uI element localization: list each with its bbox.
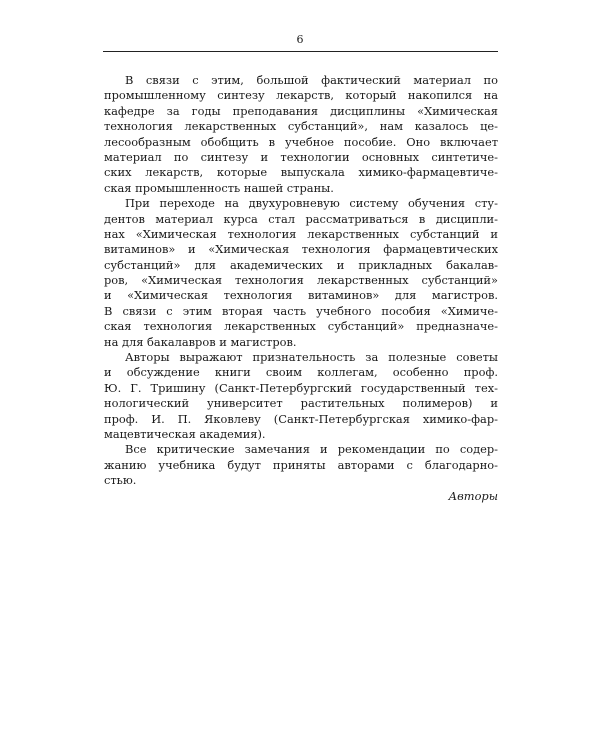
text-line: субстанций» для академических и прикладных бакалав-	[104, 257, 498, 272]
text-line: лесообразным обобщить в учебное пособие. Оно включает	[104, 134, 498, 149]
text-line: и обсуждение книги своим коллегам, особенно проф.	[104, 365, 498, 380]
text-line: Ю. Г. Тришину (Санкт-Петербургский государственный тех-	[104, 380, 498, 395]
paragraph-1	[104, 73, 498, 196]
header-rule	[103, 51, 498, 52]
text-line: нах «Химическая технология лекарственных субстанций и	[104, 226, 498, 241]
text-line: стью.	[104, 473, 137, 488]
text-line: В связи с этим вторая часть учебного пособия «Химиче-	[104, 303, 498, 318]
text-line: дентов материал курса стал рассматриваться в дисципли-	[104, 211, 498, 226]
text-line: проф. И. П. Яковлеву (Санкт-Петербургская химико-фар-	[104, 411, 498, 426]
body-text	[104, 73, 498, 504]
text-line: Авторы выражают признательность за полезные советы	[125, 350, 498, 365]
text-line: мацевтическая академия).	[104, 426, 266, 441]
paragraph-3	[104, 350, 498, 442]
text-line: ских лекарств, которые выпускала химико-фармацевтиче-	[104, 165, 498, 180]
text-line: промышленному синтезу лекарств, который накопился на	[104, 88, 498, 103]
text-line: ров, «Химическая технология лекарственных субстанций»	[104, 273, 498, 288]
text-line: В связи с этим, большой фактический материал по	[125, 73, 498, 87]
text-line: технология лекарственных субстанций», нам казалось це-	[104, 119, 498, 134]
text-line: жанию учебника будут приняты авторами с благодарно-	[104, 457, 498, 472]
page-number: 6	[296, 33, 304, 46]
text-line: кафедре за годы преподавания дисциплины «Химическая	[104, 103, 498, 118]
paragraph-4	[104, 442, 498, 488]
text-line: витаминов» и «Химическая технология фармацевтических	[104, 242, 498, 257]
authors-signature: Авторы	[448, 488, 498, 503]
text-line: Все критические замечания и рекомендации по содер-	[125, 442, 498, 457]
text-line: материал по синтезу и технологии основных синтетиче-	[104, 149, 498, 164]
text-line: нологический университет растительных полимеров) и	[104, 396, 498, 411]
text-line: При переходе на двухуровневую систему обучения сту-	[125, 196, 498, 211]
text-line: на для бакалавров и магистров.	[104, 334, 297, 349]
text-line: и «Химическая технология витаминов» для магистров.	[104, 288, 498, 303]
text-line: ская технология лекарственных субстанций» предназначе-	[104, 319, 498, 334]
text-line: ская промышленность нашей страны.	[104, 180, 334, 195]
paragraph-2	[104, 196, 498, 350]
